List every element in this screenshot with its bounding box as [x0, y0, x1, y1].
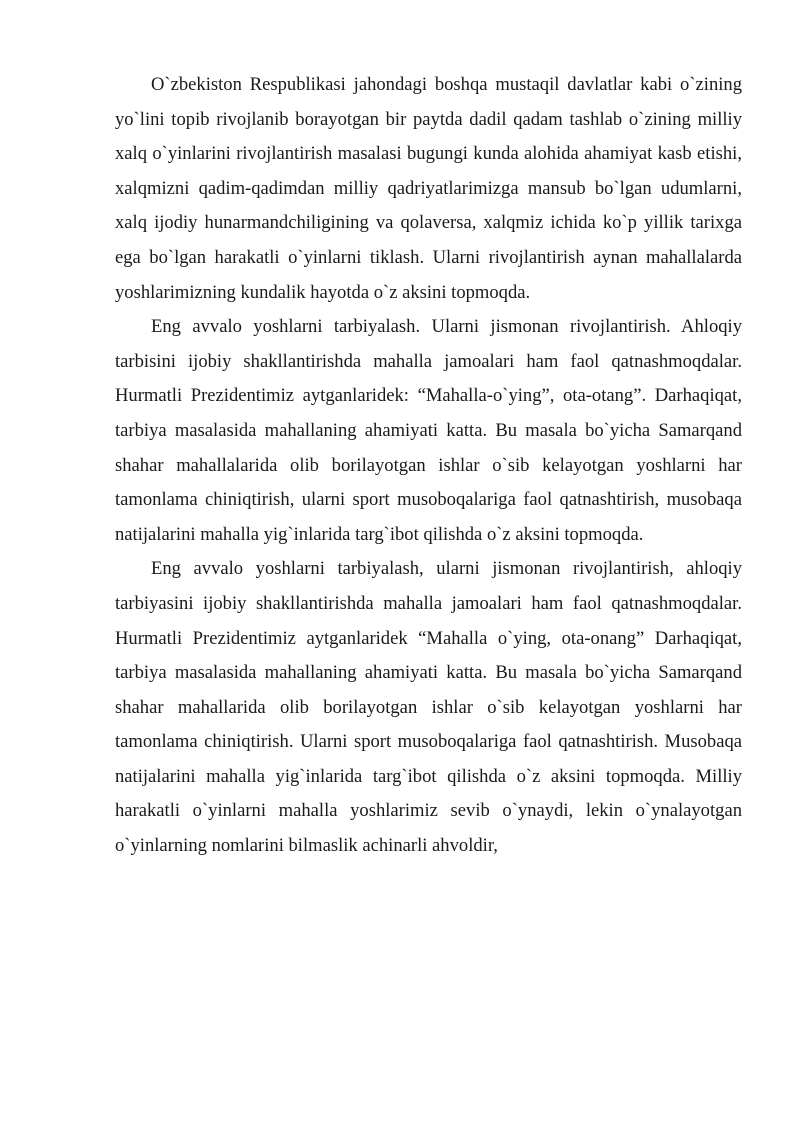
document-page [115, 68, 742, 864]
paragraph-1: O`zbekiston Respublikasi jahondagi boshqa mustaqil davlatlar kabi o`zining yo`lini topib rivojlanib borayotgan bir paytda dadil qadam tashlab o`zining milliy xalq o`yinlarini rivojlantirish masalasi bugungi kunda alohida ahamiyat kasb etishi, xalqmizni qadim-qadimdan milliy qadriyatlarimizga mansub bo`lgan udumlarni, xalq ijodiy hunarmandchiligining va qolaversa, xalqmiz ichida ko`p yillik tarixga ega bo`lgan harakatli o`yinlarni tiklash. Ularni rivojlantirish aynan mahallalarda yoshlarimizning kundalik hayotda o`z aksini topmoqda. [115, 74, 742, 303]
paragraph-3: Eng avvalo yoshlarni tarbiyalash, ularni jismonan rivojlantirish, ahloqiy tarbiyasini ijobiy shakllantirishda mahalla jamoalari ham faol qatnashmoqdalar. Hurmatli Prezidentimiz aytganlaridek “Mahalla o`ying, ota-onang” Darhaqiqat, tarbiya masalasida mahallaning ahamiyati katta. Bu masala bo`yicha Samarqand shahar mahallarida olib borilayotgan ishlar o`sib kelayotgan yoshlarni har tamonlama chiniqtirish. Ularni sport musoboqalariga faol qatnashtirish. Musobaqa natijalarini mahalla yig`inlarida targ`ibot qilishda o`z aksini topmoqda. Milliy harakatli o`yinlarni mahalla yoshlarimiz sevib o`ynaydi, lekin o`ynalayotgan o`yinlarning nomlarini bilmaslik achinarli ahvoldir, [115, 558, 742, 857]
paragraph-2: Eng avvalo yoshlarni tarbiyalash. Ularni jismonan rivojlantirish. Ahloqiy tarbisini ijobiy shakllantirishda mahalla jamoalari ham faol qatnashmoqdalar. Hurmatli Prezidentimiz aytganlaridek: “Mahalla-o`ying”, ota-otang”. Darhaqiqat, tarbiya masalasida mahallaning ahamiyati katta. Bu masala bo`yicha Samarqand shahar mahallalarida olib borilayotgan ishlar o`sib kelayotgan yoshlarni har tamonlama chiniqtirish, ularni sport musoboqalariga faol qatnashtirish, musobaqa natijalarini mahalla yig`inlarida targ`ibot qilishda o`z aksini topmoqda. [115, 316, 742, 545]
